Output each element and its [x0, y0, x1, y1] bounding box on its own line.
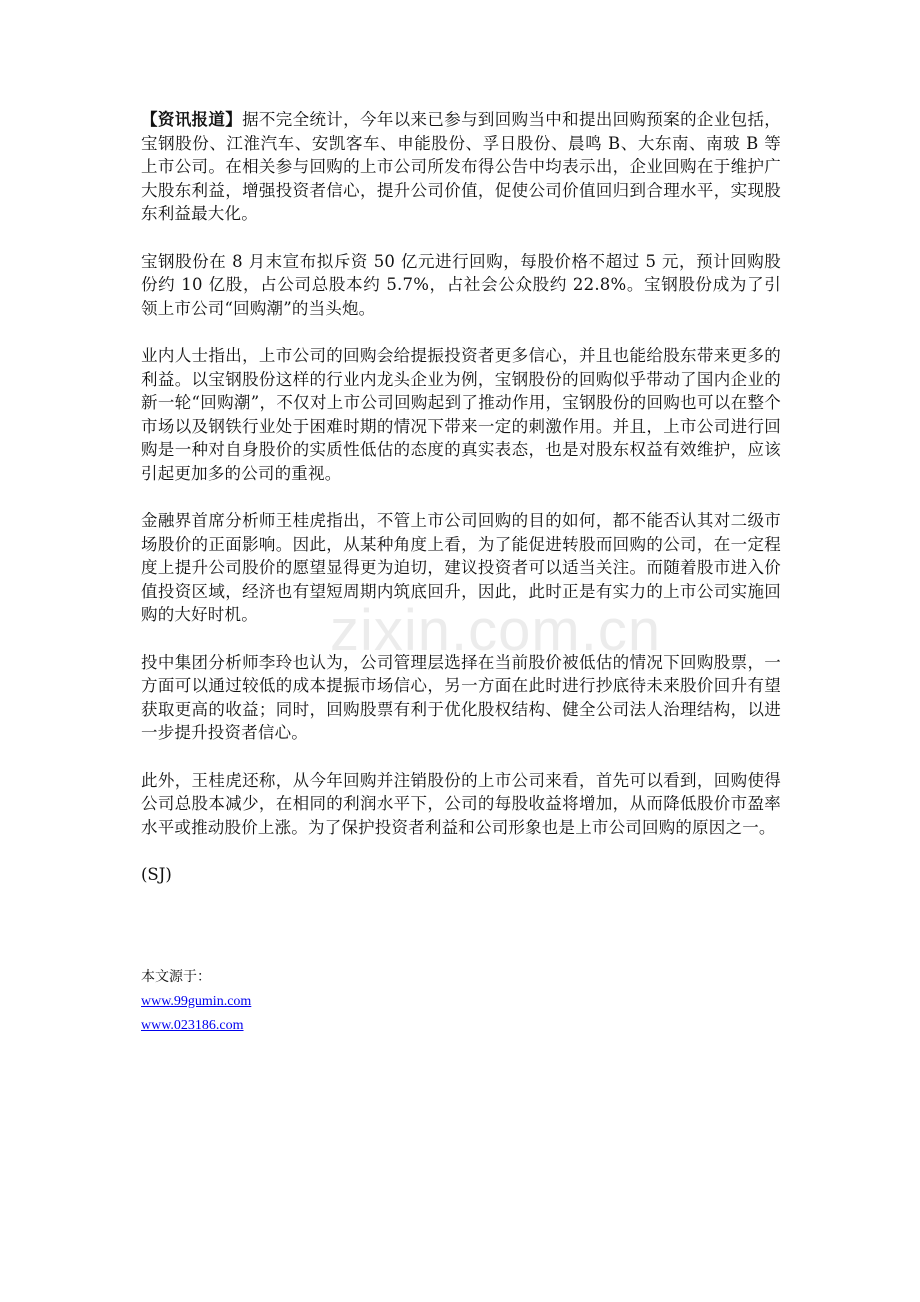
news-tag: 【资讯报道】	[141, 110, 243, 129]
paragraph-2: 宝钢股份在 8 月末宣布拟斥资 50 亿元进行回购，每股价格不超过 5 元，预计回购股份约 10 亿股，占公司总股本约 5.7%，占社会公众股约 22.8%。宝钢股份成为了引领上市公司“回购潮”的当头炮。	[141, 251, 781, 318]
paragraph-1	[141, 108, 781, 226]
author-signature: (SJ)	[141, 865, 172, 884]
paragraph-6: 此外，王桂虎还称，从今年回购并注销股份的上市公司来看，首先可以看到，回购使得公司总股本减少，在相同的利润水平下，公司的每股收益将增加，从而降低股价市盈率水平或推动股价上涨。为了保护投资者利益和公司形象也是上市公司回购的原因之一。	[141, 770, 781, 837]
source-link-99gumin[interactable]: www.99gumin.com	[141, 994, 252, 1009]
source-link-023186[interactable]: www.023186.com	[141, 1018, 244, 1033]
source-label: 本文源于：	[141, 970, 211, 985]
watermark: zixin.com.cn	[330, 598, 662, 663]
paragraph-1-text: 据不完全统计，今年以来已参与到回购当中和提出回购预案的企业包括，宝钢股份、江淮汽车、安凯客车、申能股份、孚日股份、晨鸣 B、大东南、南玻 B 等上市公司。在相关参与回购的上市公司所发布得公告中均表示出，企业回购在于维护广大股东利益，增强投资者信心，提升公司价值，促使公司价值回归到合理水平，实现股东利益最大化。	[141, 110, 781, 223]
paragraph-5: 投中集团分析师李玲也认为，公司管理层选择在当前股价被低估的情况下回购股票，一方面可以通过较低的成本提振市场信心，另一方面在此时进行抄底待未来股价回升有望获取更高的收益；同时，回购股票有利于优化股权结构、健全公司法人治理结构，以进一步提升投资者信心。	[141, 652, 781, 742]
source-section	[141, 966, 251, 1038]
paragraph-4: 金融界首席分析师王桂虎指出，不管上市公司回购的目的如何，都不能否认其对二级市场股价的正面影响。因此，从某种角度上看，为了能促进转股而回购的公司，在一定程度上提升公司股价的愿望显得更为迫切，建议投资者可以适当关注。而随着股市进入价值投资区域，经济也有望短周期内筑底回升，因此，此时正是有实力的上市公司实施回购的大好时机。	[141, 511, 781, 624]
article-body	[141, 108, 781, 887]
paragraph-3: 业内人士指出，上市公司的回购会给提振投资者更多信心，并且也能给股东带来更多的利益。以宝钢股份这样的行业内龙头企业为例，宝钢股份的回购似乎带动了国内企业的新一轮“回购潮”，不仅对上市公司回购起到了推动作用，宝钢股份的回购也可以在整个市场以及钢铁行业处于困难时期的情况下带来一定的刺激作用。并且，上市公司进行回购是一种对自身股价的实质性低估的态度的真实表态，也是对股东权益有效维护，应该引起更加多的公司的重视。	[141, 346, 781, 483]
